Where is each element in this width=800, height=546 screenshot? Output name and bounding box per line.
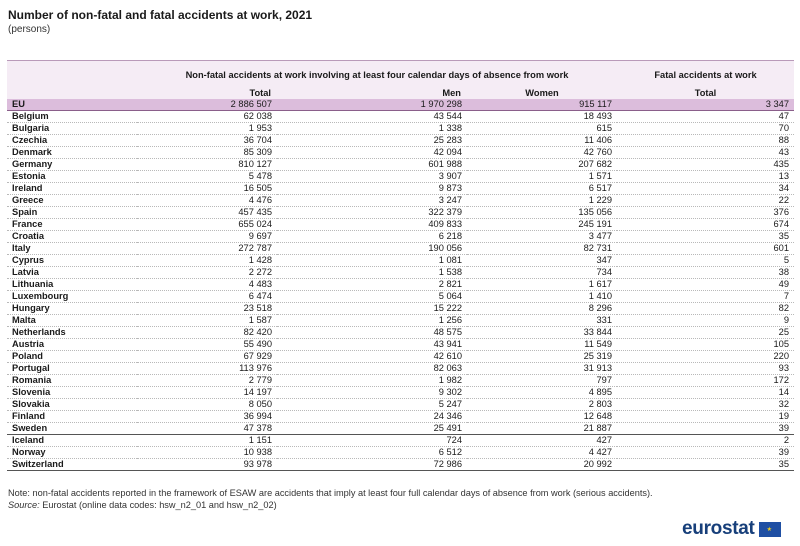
row-value-cell: 34 — [617, 182, 794, 194]
row-country-cell: Denmark — [7, 146, 137, 158]
row-value-cell: 42 610 — [277, 350, 467, 362]
row-value-cell: 21 887 — [467, 422, 617, 434]
table-row — [7, 122, 794, 134]
row-value-cell: 93 978 — [137, 458, 277, 470]
row-value-cell: 724 — [277, 434, 467, 446]
table-row — [7, 242, 794, 254]
header-group-fatal: Fatal accidents at work — [617, 61, 794, 89]
header-col-fatal-total: Total — [617, 89, 794, 99]
row-value-cell: 85 309 — [137, 146, 277, 158]
row-value-cell: 5 478 — [137, 170, 277, 182]
row-value-cell: 105 — [617, 338, 794, 350]
row-value-cell: 2 803 — [467, 398, 617, 410]
header-col-total: Total — [137, 89, 277, 99]
row-value-cell: 14 — [617, 386, 794, 398]
row-value-cell: 1 587 — [137, 314, 277, 326]
row-country-cell: Cyprus — [7, 254, 137, 266]
table-row — [7, 194, 794, 206]
header-row-groups — [7, 61, 794, 89]
header-empty-cell — [7, 61, 137, 89]
row-value-cell: 245 191 — [467, 218, 617, 230]
row-value-cell: 12 648 — [467, 410, 617, 422]
row-value-cell: 42 094 — [277, 146, 467, 158]
row-value-cell: 601 988 — [277, 158, 467, 170]
header-col-men: Men — [277, 89, 467, 99]
row-country-cell: Iceland — [7, 434, 137, 446]
row-value-cell: 43 941 — [277, 338, 467, 350]
row-value-cell: 42 760 — [467, 146, 617, 158]
footnote: Note: non-fatal accidents reported in the framework of ESAW are accidents that imply at least four full calendar days of absence from work (serious accidents). — [8, 488, 653, 498]
row-country-cell: Ireland — [7, 182, 137, 194]
row-value-cell: 20 992 — [467, 458, 617, 470]
row-value-cell: 1 229 — [467, 194, 617, 206]
table-row — [7, 386, 794, 398]
row-country-cell: Malta — [7, 314, 137, 326]
table-row — [7, 434, 794, 446]
row-value-cell: 25 319 — [467, 350, 617, 362]
eu-flag-icon — [759, 522, 781, 537]
row-value-cell: 43 544 — [277, 110, 467, 122]
row-value-cell: 22 — [617, 194, 794, 206]
row-value-cell: 32 — [617, 398, 794, 410]
row-value-cell: 25 491 — [277, 422, 467, 434]
row-value-cell: 409 833 — [277, 218, 467, 230]
row-value-cell: 3 477 — [467, 230, 617, 242]
row-value-cell: 72 986 — [277, 458, 467, 470]
row-value-cell: 6 474 — [137, 290, 277, 302]
row-value-cell: 674 — [617, 218, 794, 230]
page-title: Number of non-fatal and fatal accidents at work, 2021 — [8, 8, 313, 22]
row-value-cell: 113 976 — [137, 362, 277, 374]
row-country-cell: Spain — [7, 206, 137, 218]
row-value-cell: 1 538 — [277, 266, 467, 278]
row-value-cell: 38 — [617, 266, 794, 278]
row-value-cell: 190 056 — [277, 242, 467, 254]
row-value-cell: 33 844 — [467, 326, 617, 338]
row-value-cell: 16 505 — [137, 182, 277, 194]
row-country-cell: Luxembourg — [7, 290, 137, 302]
table-row — [7, 338, 794, 350]
row-value-cell: 48 575 — [277, 326, 467, 338]
row-value-cell: 1 970 298 — [277, 99, 467, 111]
row-country-cell: Finland — [7, 410, 137, 422]
table-row — [7, 182, 794, 194]
row-value-cell: 435 — [617, 158, 794, 170]
row-value-cell: 10 938 — [137, 446, 277, 458]
row-country-cell: Romania — [7, 374, 137, 386]
row-value-cell: 15 222 — [277, 302, 467, 314]
row-value-cell: 797 — [467, 374, 617, 386]
row-value-cell: 62 038 — [137, 110, 277, 122]
row-value-cell: 43 — [617, 146, 794, 158]
row-value-cell: 47 378 — [137, 422, 277, 434]
row-value-cell: 9 302 — [277, 386, 467, 398]
row-country-cell: Portugal — [7, 362, 137, 374]
row-country-cell: Sweden — [7, 422, 137, 434]
table-row — [7, 266, 794, 278]
row-value-cell: 1 410 — [467, 290, 617, 302]
table-row — [7, 326, 794, 338]
row-country-cell: Belgium — [7, 110, 137, 122]
header-empty-cell — [7, 89, 137, 99]
table-row — [7, 398, 794, 410]
row-value-cell: 810 127 — [137, 158, 277, 170]
row-value-cell: 1 953 — [137, 122, 277, 134]
row-country-cell: Slovenia — [7, 386, 137, 398]
row-value-cell: 2 886 507 — [137, 99, 277, 111]
header-group-nonfatal: Non-fatal accidents at work involving at least four calendar days of absence from work — [137, 61, 617, 89]
row-value-cell: 2 821 — [277, 278, 467, 290]
row-value-cell: 4 427 — [467, 446, 617, 458]
table-row — [7, 362, 794, 374]
row-value-cell: 1 982 — [277, 374, 467, 386]
accidents-table — [7, 60, 794, 471]
row-value-cell: 5 — [617, 254, 794, 266]
row-value-cell: 36 994 — [137, 410, 277, 422]
table-row — [7, 158, 794, 170]
table-row — [7, 350, 794, 362]
row-value-cell: 13 — [617, 170, 794, 182]
table-row — [7, 290, 794, 302]
row-value-cell: 4 476 — [137, 194, 277, 206]
row-value-cell: 25 283 — [277, 134, 467, 146]
row-country-cell: Hungary — [7, 302, 137, 314]
row-value-cell: 67 929 — [137, 350, 277, 362]
table-row — [7, 314, 794, 326]
row-value-cell: 82 420 — [137, 326, 277, 338]
row-value-cell: 376 — [617, 206, 794, 218]
row-country-cell: Austria — [7, 338, 137, 350]
row-value-cell: 1 151 — [137, 434, 277, 446]
row-value-cell: 93 — [617, 362, 794, 374]
row-value-cell: 9 — [617, 314, 794, 326]
row-value-cell: 88 — [617, 134, 794, 146]
row-value-cell: 3 907 — [277, 170, 467, 182]
row-value-cell: 35 — [617, 458, 794, 470]
source-line — [8, 500, 277, 510]
row-value-cell: 2 — [617, 434, 794, 446]
row-value-cell: 70 — [617, 122, 794, 134]
row-country-cell: Bulgaria — [7, 122, 137, 134]
row-country-cell: Switzerland — [7, 458, 137, 470]
row-value-cell: 25 — [617, 326, 794, 338]
row-value-cell: 272 787 — [137, 242, 277, 254]
row-value-cell: 4 483 — [137, 278, 277, 290]
row-value-cell: 24 346 — [277, 410, 467, 422]
table-row — [7, 302, 794, 314]
row-country-cell: Poland — [7, 350, 137, 362]
table-body — [7, 99, 794, 471]
row-country-cell: Germany — [7, 158, 137, 170]
row-country-cell: Estonia — [7, 170, 137, 182]
row-value-cell: 3 347 — [617, 99, 794, 111]
row-value-cell: 35 — [617, 230, 794, 242]
row-value-cell: 2 272 — [137, 266, 277, 278]
row-value-cell: 36 704 — [137, 134, 277, 146]
header-col-women: Women — [467, 89, 617, 99]
row-value-cell: 135 056 — [467, 206, 617, 218]
row-value-cell: 55 490 — [137, 338, 277, 350]
row-value-cell: 82 — [617, 302, 794, 314]
table-row — [7, 410, 794, 422]
row-country-cell: France — [7, 218, 137, 230]
row-value-cell: 1 081 — [277, 254, 467, 266]
row-country-cell: Croatia — [7, 230, 137, 242]
row-value-cell: 11 549 — [467, 338, 617, 350]
table-row — [7, 206, 794, 218]
row-value-cell: 39 — [617, 422, 794, 434]
table-row — [7, 254, 794, 266]
row-country-cell: Latvia — [7, 266, 137, 278]
row-value-cell: 31 913 — [467, 362, 617, 374]
table-row — [7, 446, 794, 458]
row-value-cell: 615 — [467, 122, 617, 134]
table-row — [7, 230, 794, 242]
table-row-eu — [7, 99, 794, 111]
table-row — [7, 278, 794, 290]
table-row — [7, 170, 794, 182]
row-value-cell: 655 024 — [137, 218, 277, 230]
row-value-cell: 7 — [617, 290, 794, 302]
row-value-cell: 5 064 — [277, 290, 467, 302]
table-row — [7, 134, 794, 146]
row-value-cell: 9 697 — [137, 230, 277, 242]
row-value-cell: 9 873 — [277, 182, 467, 194]
header-row-columns — [7, 89, 794, 99]
row-value-cell: 4 895 — [467, 386, 617, 398]
row-value-cell: 207 682 — [467, 158, 617, 170]
row-value-cell: 1 338 — [277, 122, 467, 134]
row-value-cell: 1 428 — [137, 254, 277, 266]
row-value-cell: 82 063 — [277, 362, 467, 374]
row-value-cell: 734 — [467, 266, 617, 278]
row-value-cell: 18 493 — [467, 110, 617, 122]
row-country-cell: Slovakia — [7, 398, 137, 410]
row-value-cell: 1 617 — [467, 278, 617, 290]
row-country-cell: Czechia — [7, 134, 137, 146]
row-value-cell: 6 218 — [277, 230, 467, 242]
logo-text: eurostat — [682, 518, 755, 539]
source-text: Eurostat (online data codes: hsw_n2_01 and hsw_n2_02) — [42, 500, 277, 510]
row-value-cell: 39 — [617, 446, 794, 458]
row-value-cell: 19 — [617, 410, 794, 422]
row-value-cell: 3 247 — [277, 194, 467, 206]
row-country-cell: Netherlands — [7, 326, 137, 338]
table-row — [7, 218, 794, 230]
row-value-cell: 14 197 — [137, 386, 277, 398]
row-country-cell: EU — [7, 99, 137, 111]
row-value-cell: 457 435 — [137, 206, 277, 218]
page-subtitle: (persons) — [8, 24, 51, 35]
row-value-cell: 5 247 — [277, 398, 467, 410]
row-value-cell: 6 512 — [277, 446, 467, 458]
row-value-cell: 11 406 — [467, 134, 617, 146]
row-value-cell: 47 — [617, 110, 794, 122]
row-value-cell: 1 256 — [277, 314, 467, 326]
row-value-cell: 322 379 — [277, 206, 467, 218]
row-value-cell: 82 731 — [467, 242, 617, 254]
row-country-cell: Lithuania — [7, 278, 137, 290]
row-value-cell: 427 — [467, 434, 617, 446]
row-value-cell: 220 — [617, 350, 794, 362]
row-value-cell: 2 779 — [137, 374, 277, 386]
row-value-cell: 8 296 — [467, 302, 617, 314]
row-value-cell: 1 571 — [467, 170, 617, 182]
table-row — [7, 110, 794, 122]
row-value-cell: 331 — [467, 314, 617, 326]
table-row — [7, 374, 794, 386]
table-row — [7, 146, 794, 158]
row-value-cell: 23 518 — [137, 302, 277, 314]
row-country-cell: Greece — [7, 194, 137, 206]
row-value-cell: 172 — [617, 374, 794, 386]
row-value-cell: 49 — [617, 278, 794, 290]
row-country-cell: Italy — [7, 242, 137, 254]
row-value-cell: 601 — [617, 242, 794, 254]
row-value-cell: 8 050 — [137, 398, 277, 410]
source-label: Source: — [8, 500, 40, 510]
row-value-cell: 347 — [467, 254, 617, 266]
row-country-cell: Norway — [7, 446, 137, 458]
row-value-cell: 915 117 — [467, 99, 617, 111]
row-value-cell: 6 517 — [467, 182, 617, 194]
table-row — [7, 458, 794, 470]
eurostat-logo — [682, 518, 781, 540]
table-row — [7, 422, 794, 434]
